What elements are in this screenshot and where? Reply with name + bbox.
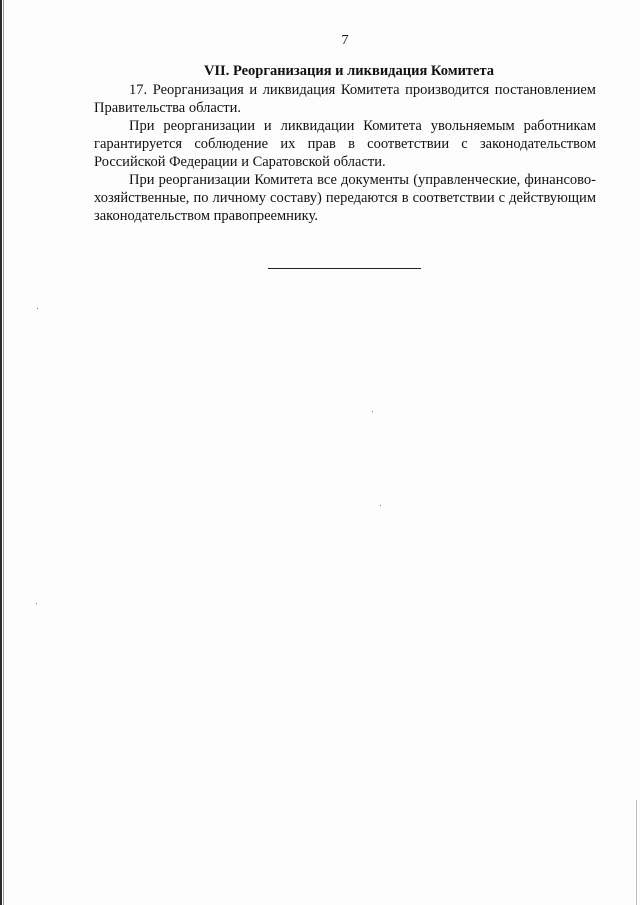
paragraph-17: 17. Реорганизация и ликвидация Комитета производится постановлением Правительства области.: [94, 82, 596, 116]
scan-edge-left-shadow: [3, 0, 4, 905]
page-number: 7: [341, 33, 349, 48]
scan-speck: [37, 308, 38, 309]
scan-edge-right: [636, 800, 637, 905]
scan-edge-left: [0, 0, 2, 905]
document-body: [94, 63, 596, 225]
paragraph-documents-transfer: При реорганизации Комитета все документы (управленческие, финансово-хозяйственные, по личному составу) передаются в соответствии с действующим законодательством правопреемнику.: [94, 172, 596, 224]
scan-speck: [380, 505, 381, 506]
end-divider-line: [268, 268, 421, 269]
scan-speck: [372, 411, 373, 412]
section-heading: VII. Реорганизация и ликвидация Комитета: [203, 63, 495, 79]
scan-speck: [36, 603, 37, 604]
paragraph-employee-rights: При реорганизации и ликвидации Комитета увольняемым работникам гарантируется соблюдение их прав в соответствии с законодательством Российской Федерации и Саратовской области.: [94, 118, 596, 170]
